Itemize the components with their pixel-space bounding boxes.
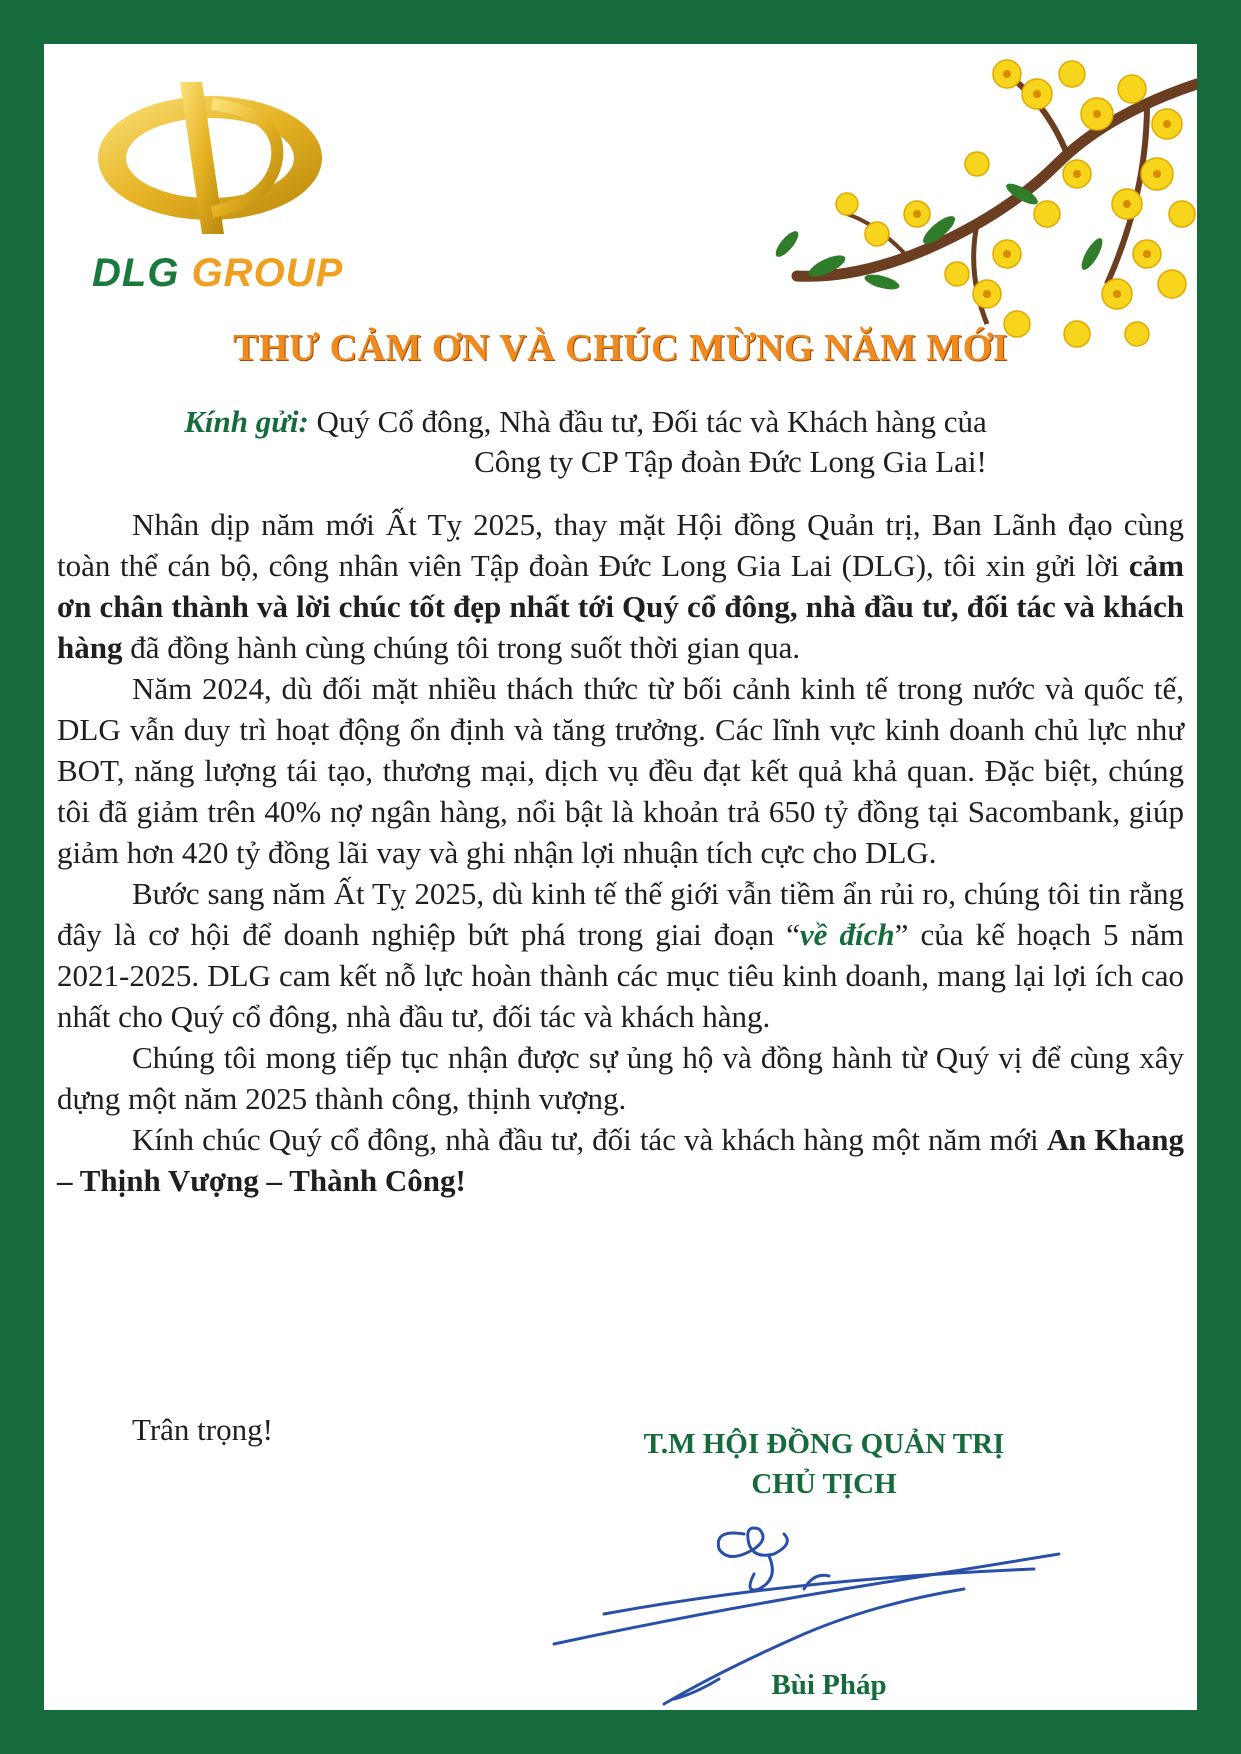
salutation-recipients: Quý Cổ đông, Nhà đầu tư, Đối tác và Khách hàng của (316, 404, 987, 439)
letter-body (57, 504, 1184, 1201)
logo-wordmark (92, 251, 343, 296)
letter-title: THƯ CẢM ƠN VÀ CHÚC MỪNG NĂM MỚI (232, 327, 1009, 369)
paragraph-3-text-c: ” của kế hoạch 5 năm 2021-2025. DLG cam kết nỗ lực hoàn thành các mục tiêu kinh doanh, mang lại lợi ích cao nhất cho Quý cổ đông, nhà đầu tư, đối tác và khách hàng. (57, 917, 1184, 1034)
signature-block (604, 1424, 1044, 1504)
signature-title: T.M HỘI ĐỒNG QUẢN TRỊ (643, 1428, 1005, 1460)
logo-brand-group: GROUP (191, 251, 344, 295)
salutation-line-2: Công ty CP Tập đoàn Đức Long Gia Lai! (474, 444, 987, 479)
paragraph-3 (57, 873, 1184, 1037)
paragraph-5-text-a: Kính chúc Quý cổ đông, nhà đầu tư, đối tác và khách hàng một năm mới (132, 1122, 1047, 1157)
dlg-logo (92, 74, 342, 304)
salutation (44, 402, 1197, 482)
letter-page (44, 44, 1197, 1710)
paragraph-3-text-a: Bước sang năm Ất Tỵ 2025, dù kinh tế thế giới vẫn tiềm ẩn rủi ro, chúng tôi tin rằng đây là cơ hội để doanh nghiệp bứt phá trong giai đoạn “ (57, 876, 1184, 952)
signature-role: CHỦ TỊCH (751, 1468, 897, 1500)
paragraph-4: Chúng tôi mong tiếp tục nhận được sự ủng hộ và đồng hành từ Quý vị để cùng xây dựng một năm 2025 thành công, thịnh vượng. (57, 1040, 1184, 1116)
logo-brand-dlg: DLG (92, 251, 180, 295)
closing-phrase: Trân trọng! (132, 1412, 273, 1447)
paragraph-5 (57, 1119, 1184, 1201)
signer-name: Bùi Pháp (771, 1669, 887, 1701)
dlg-logo-emblem (92, 74, 342, 244)
salutation-label: Kính gửi: (184, 404, 309, 439)
paragraph-3-emphasis: về đích (799, 917, 895, 952)
paragraph-1-text-c: đã đồng hành cùng chúng tôi trong suốt thời gian qua. (122, 630, 801, 665)
paragraph-1-bold: cảm ơn chân thành và lời chúc tốt đẹp nhất tới Quý cổ đông, nhà đầu tư, đối tác và khách hàng (57, 548, 1184, 665)
paragraph-2: Năm 2024, dù đối mặt nhiều thách thức từ bối cảnh kinh tế trong nước và quốc tế, DLG vẫn duy trì hoạt động ổn định và tăng trưởng. Các lĩnh vực kinh doanh chủ lực như BOT, năng lượng tái tạo, thương mại, dịch vụ đều đạt kết quả khả quan. Đặc biệt, chúng tôi đã giảm trên 40% nợ ngân hàng, nổi bật là khoản trả 650 tỷ đồng tại Sacombank, giúp giảm hơn 420 tỷ đồng lãi vay và ghi nhận lợi nhuận tích cực cho DLG. (57, 671, 1184, 870)
paragraph-1 (57, 504, 1184, 668)
salutation-line-1 (44, 402, 1197, 442)
paragraph-5-bold: An Khang – Thịnh Vượng – Thành Công! (57, 1122, 1184, 1198)
paragraph-1-text-a: Nhân dịp năm mới Ất Tỵ 2025, thay mặt Hội đồng Quản trị, Ban Lãnh đạo cùng toàn thể cán bộ, công nhân viên Tập đoàn Đức Long Gia Lai (DLG), tôi xin gửi lời (57, 507, 1184, 583)
apricot-blossom-branch (677, 44, 1197, 364)
